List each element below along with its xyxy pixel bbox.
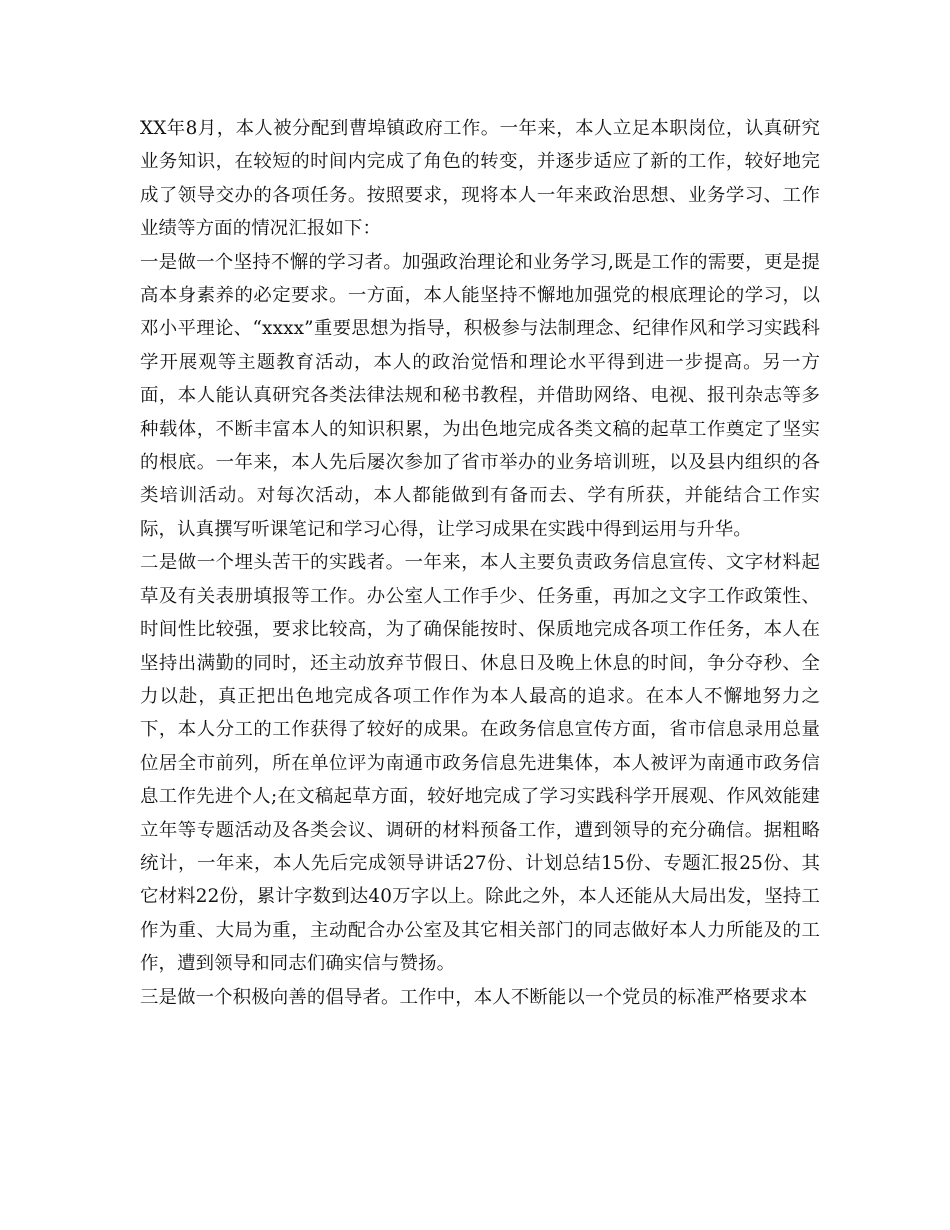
document-body	[140, 112, 820, 1014]
paragraph-learner: 一是做一个坚持不懈的学习者。加强政治理论和业务学习,既是工作的需要，更是提高本身素养的必定要求。一方面，本人能坚持不懈地加强党的根底理论的学习，以邓小平理论、“xxxx”重要思想为指导，积极参与法制理念、纪律作风和学习实践科学开展观等主题教育活动，本人的政治觉悟和理论水平得到进一步提高。另一方面，本人能认真研究各类法律法规和秘书教程，并借助网络、电视、报刊杂志等多种载体，不断丰富本人的知识积累，为出色地完成各类文稿的起草工作奠定了坚实的根底。一年来，本人先后屡次参加了省市举办的业务培训班，以及县内组织的各类培训活动。对每次活动，本人都能做到有备而去、学有所获，并能结合工作实际，认真撰写听课笔记和学习心得，让学习成果在实践中得到运用与升华。	[140, 251, 820, 540]
paragraph-practitioner: 二是做一个埋头苦干的实践者。一年来，本人主要负责政务信息宣传、文字材料起草及有关表册填报等工作。办公室人工作手少、任务重，再加之文字工作政策性、时间性比较强，要求比较高，为了确保能按时、保质地完成各项工作任务，本人在坚持出满勤的同时，还主动放弃节假日、休息日及晚上休息的时间，争分夺秒、全力以赴，真正把出色地完成各项工作作为本人最高的追求。在本人不懈地努力之下，本人分工的工作获得了较好的成果。在政务信息宣传方面，省市信息录用总量位居全市前列，所在单位评为南通市政务信息先进集体，本人被评为南通市政务信息工作先进个人;在文稿起草方面，较好地完成了学习实践科学开展观、作风效能建立年等专题活动及各类会议、调研的材料预备工作，遭到领导的充分确信。据粗略统计，一年来，本人先后完成领导讲话27份、计划总结15份、专题汇报25份、其它材料22份，累计字数到达40万字以上。除此之外，本人还能从大局出发，坚持工作为重、大局为重，主动配合办公室及其它相关部门的同志做好本人力所能及的工作，遭到领导和同志们确实信与赞扬。	[140, 552, 820, 975]
paragraph-intro: XX年8月，本人被分配到曹埠镇政府工作。一年来，本人立足本职岗位，认真研究业务知识，在较短的时间内完成了角色的转变，并逐步适应了新的工作，较好地完成了领导交办的各项任务。按照要求，现将本人一年来政治思想、业务学习、工作业绩等方面的情况汇报如下：	[140, 118, 820, 240]
paragraph-advocate: 三是做一个积极向善的倡导者。工作中，本人不断能以一个党员的标准严格要求本	[140, 986, 808, 1008]
